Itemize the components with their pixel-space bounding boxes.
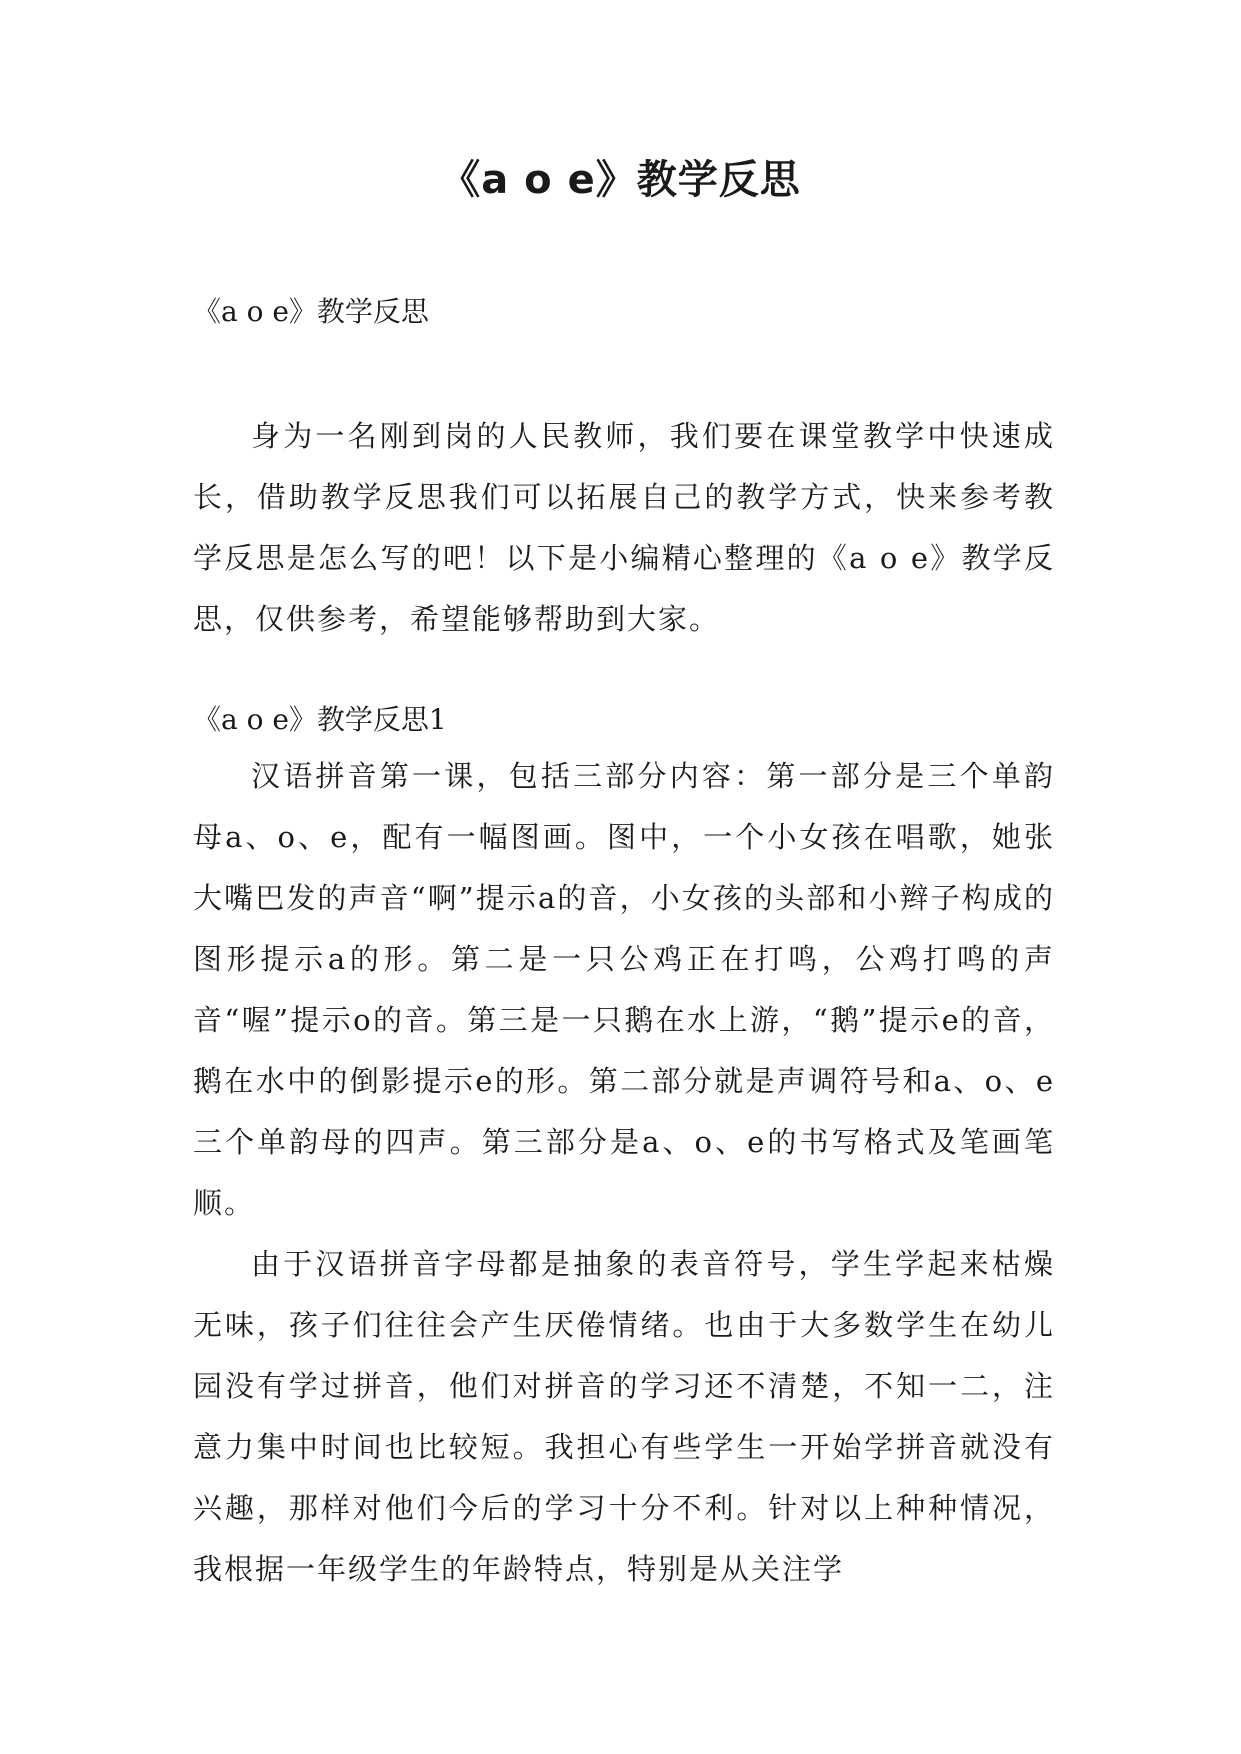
section-paragraph: 汉语拼音第一课，包括三部分内容：第一部分是三个单韵母a、o、e，配有一幅图画。图中，一个小女孩在唱歌，她张大嘴巴发的声音“啊”提示a的音，小女孩的头部和小辫子构成的图形提示a的形。第二是一只公鸡正在打鸣，公鸡打鸣的声音“喔”提示o的音。第三是一只鹅在水上游，“鹅”提示e的音，鹅在水中的倒影提示e的形。第二部分就是声调符号和a、o、e三个单韵母的四声。第三部分是a、o、e的书写格式及笔画笔顺。 (193, 759, 1055, 1220)
document-subtitle: 《a o e》教学反思 (193, 295, 429, 328)
intro-paragraph: 身为一名刚到岗的人民教师，我们要在课堂教学中快速成长，借助教学反思我们可以拓展自己的教学方式，快来参考教学反思是怎么写的吧！以下是小编精心整理的《a o e》教学反思，仅供参考，希望能够帮助到大家。 (193, 419, 1055, 636)
section-body (193, 746, 1055, 1600)
page-title: 《a o e》教学反思 (440, 157, 801, 203)
section-heading: 《a o e》教学反思1 (193, 703, 447, 736)
section-paragraph: 由于汉语拼音字母都是抽象的表音符号，学生学起来枯燥无味，孩子们往往会产生厌倦情绪。也由于大多数学生在幼儿园没有学过拼音，他们对拼音的学习还不清楚，不知一二，注意力集中时间也比较短。我担心有些学生一开始学拼音就没有兴趣，那样对他们今后的学习十分不利。针对以上种种情况，我根据一年级学生的年龄特点，特别是从关注学 (193, 1247, 1055, 1586)
